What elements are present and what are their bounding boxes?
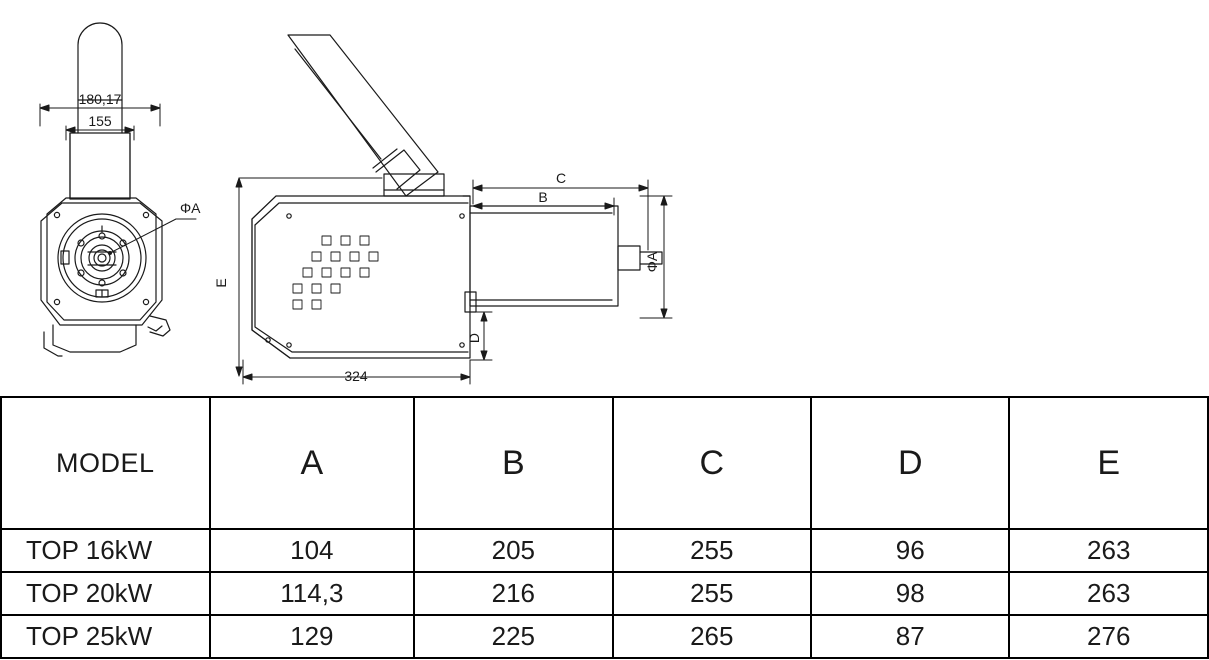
cell-b: 205	[414, 529, 612, 572]
cell-e: 276	[1009, 615, 1208, 658]
cell-d: 87	[811, 615, 1009, 658]
side-view-dimensions	[236, 178, 672, 384]
dimension-table	[0, 396, 1209, 659]
header-model: MODEL	[1, 397, 210, 529]
dim-label-18017: 180,17	[78, 91, 122, 107]
cell-e: 263	[1009, 529, 1208, 572]
cell-b: 216	[414, 572, 612, 615]
header-e: E	[1009, 397, 1208, 529]
table-row	[1, 615, 1208, 658]
cell-c: 255	[613, 529, 811, 572]
cell-a: 129	[210, 615, 415, 658]
front-view-geometry	[41, 23, 170, 356]
front-view-dimensions	[40, 104, 196, 255]
dim-label-C: C	[555, 170, 567, 186]
dim-label-phiA-front: ΦA	[180, 200, 201, 216]
cell-d: 96	[811, 529, 1009, 572]
header-a: A	[210, 397, 415, 529]
side-view-geometry	[252, 35, 662, 358]
header-c: C	[613, 397, 811, 529]
cell-model: TOP 25kW	[1, 615, 210, 658]
dim-label-155: 155	[88, 113, 112, 129]
table-row	[1, 572, 1208, 615]
header-d: D	[811, 397, 1009, 529]
dim-label-324: 324	[344, 368, 368, 384]
dim-label-E: E	[213, 278, 229, 288]
cell-c: 255	[613, 572, 811, 615]
table-row	[1, 529, 1208, 572]
cell-d: 98	[811, 572, 1009, 615]
cell-a: 114,3	[210, 572, 415, 615]
table-header-row	[1, 397, 1208, 529]
dim-label-D: D	[466, 332, 482, 344]
cell-model: TOP 20kW	[1, 572, 210, 615]
dim-label-B: B	[538, 189, 548, 205]
cell-c: 265	[613, 615, 811, 658]
dim-label-phiA-side: ΦA	[644, 251, 660, 273]
header-b: B	[414, 397, 612, 529]
cell-b: 225	[414, 615, 612, 658]
cell-model: TOP 16kW	[1, 529, 210, 572]
cell-e: 263	[1009, 572, 1208, 615]
cell-a: 104	[210, 529, 415, 572]
